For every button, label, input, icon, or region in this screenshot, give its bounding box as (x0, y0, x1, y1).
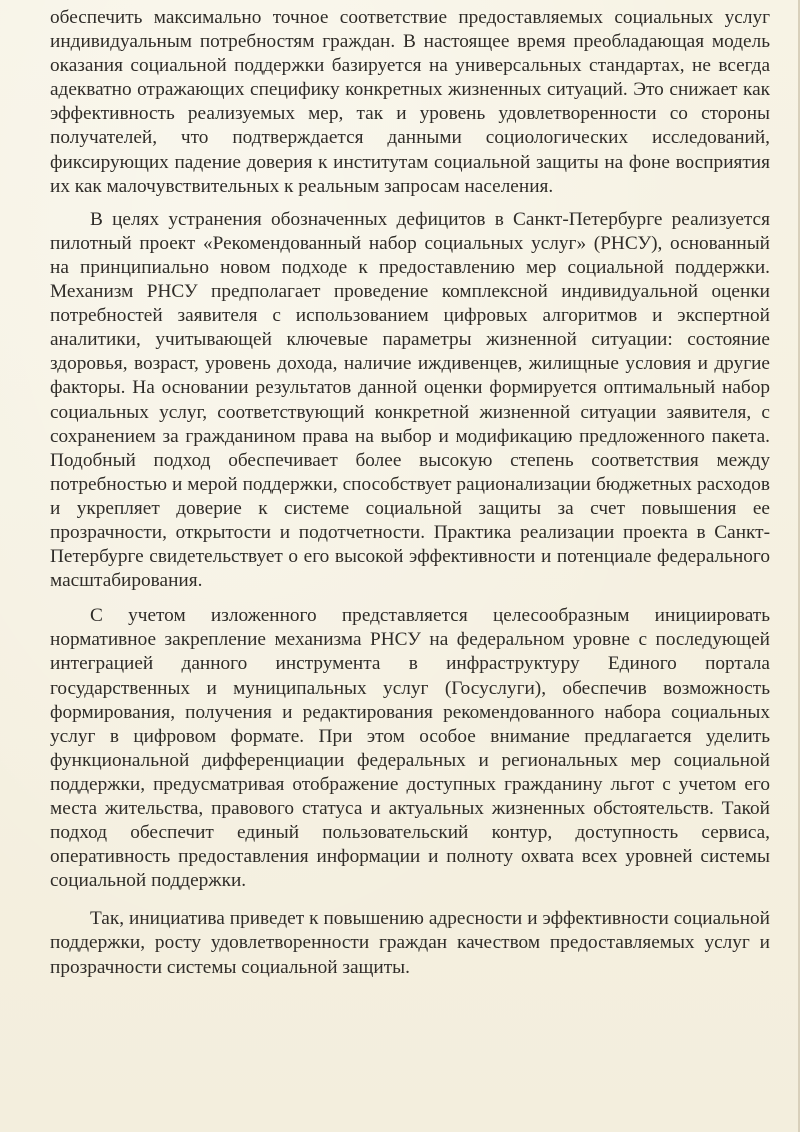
paragraph-2: В целях устранения обозначенных дефицитов в Санкт-Петербурге реализуется пилотный проект «Рекомендованный набор социальных услуг» (РНСУ), основанный на принципиально новом подходе к предоставлению мер социальной поддержки. Механизм РНСУ предполагает проведение комплексной индивидуальной оценки потребностей заявителя с использованием цифровых алгоритмов и экспертной аналитики, учитывающей ключевые параметры жизненной ситуации: состояние здоровья, возраст, уровень дохода, наличие иждивенцев, жилищные условия и другие факторы. На основании результатов данной оценки формируется оптимальный набор социальных услуг, соответствующий конкретной жизненной ситуации заявителя, с сохранением за гражданином права на выбор и модификацию предложенного пакета. Подобный подход обеспечивает более высокую степень соответствия между потребностью и мерой поддержки, способствует рационализации бюджетных расходов и укрепляет доверие к системе социальной защиты за счет повышения ее прозрачности, открытости и подотчетности. Практика реализации проекта в Санкт-Петербурге свидетельствует о его высокой эффективности и потенциале федерального масштабирования. (50, 208, 770, 592)
paragraph-4: Так, инициатива приведет к повышению адресности и эффективности социальной поддержки, росту удовлетворенности граждан качеством предоставляемых услуг и прозрачности системы социальной защиты. (50, 908, 770, 978)
paragraph-3: С учетом изложенного представляется целесообразным инициировать нормативное закрепление механизма РНСУ на федеральном уровне с последующей интеграцией данного инструмента в инфраструктуру Единого портала государственных и муниципальных услуг (Госуслуги), обеспечив возможность формирования, получения и редактирования рекомендованного набора социальных услуг в цифровом формате. При этом особое внимание предлагается уделить функциональной дифференциации федеральных и региональных мер социальной поддержки, предусматривая отображение доступных гражданину льгот с учетом его места жительства, правового статуса и актуальных жизненных обстоятельств. Такой подход обеспечит единый пользовательский контур, доступность сервиса, оперативность предоставления информации и полноту охвата всех уровней системы социальной поддержки. (50, 605, 770, 892)
paragraph-1: обеспечить максимально точное соответствие предоставляемых социальных услуг индивидуальным потребностям граждан. В настоящее время преобладающая модель оказания социальной поддержки базируется на универсальных стандартах, не всегда адекватно отражающих специфику конкретных жизненных ситуаций. Это снижает как эффективность реализуемых мер, так и уровень удовлетворенности со стороны получателей, что подтверждается данными социологических исследований, фиксирующих падение доверия к институтам социальной защиты на фоне восприятия их как малочувствительных к реальным запросам населения. (50, 7, 770, 197)
